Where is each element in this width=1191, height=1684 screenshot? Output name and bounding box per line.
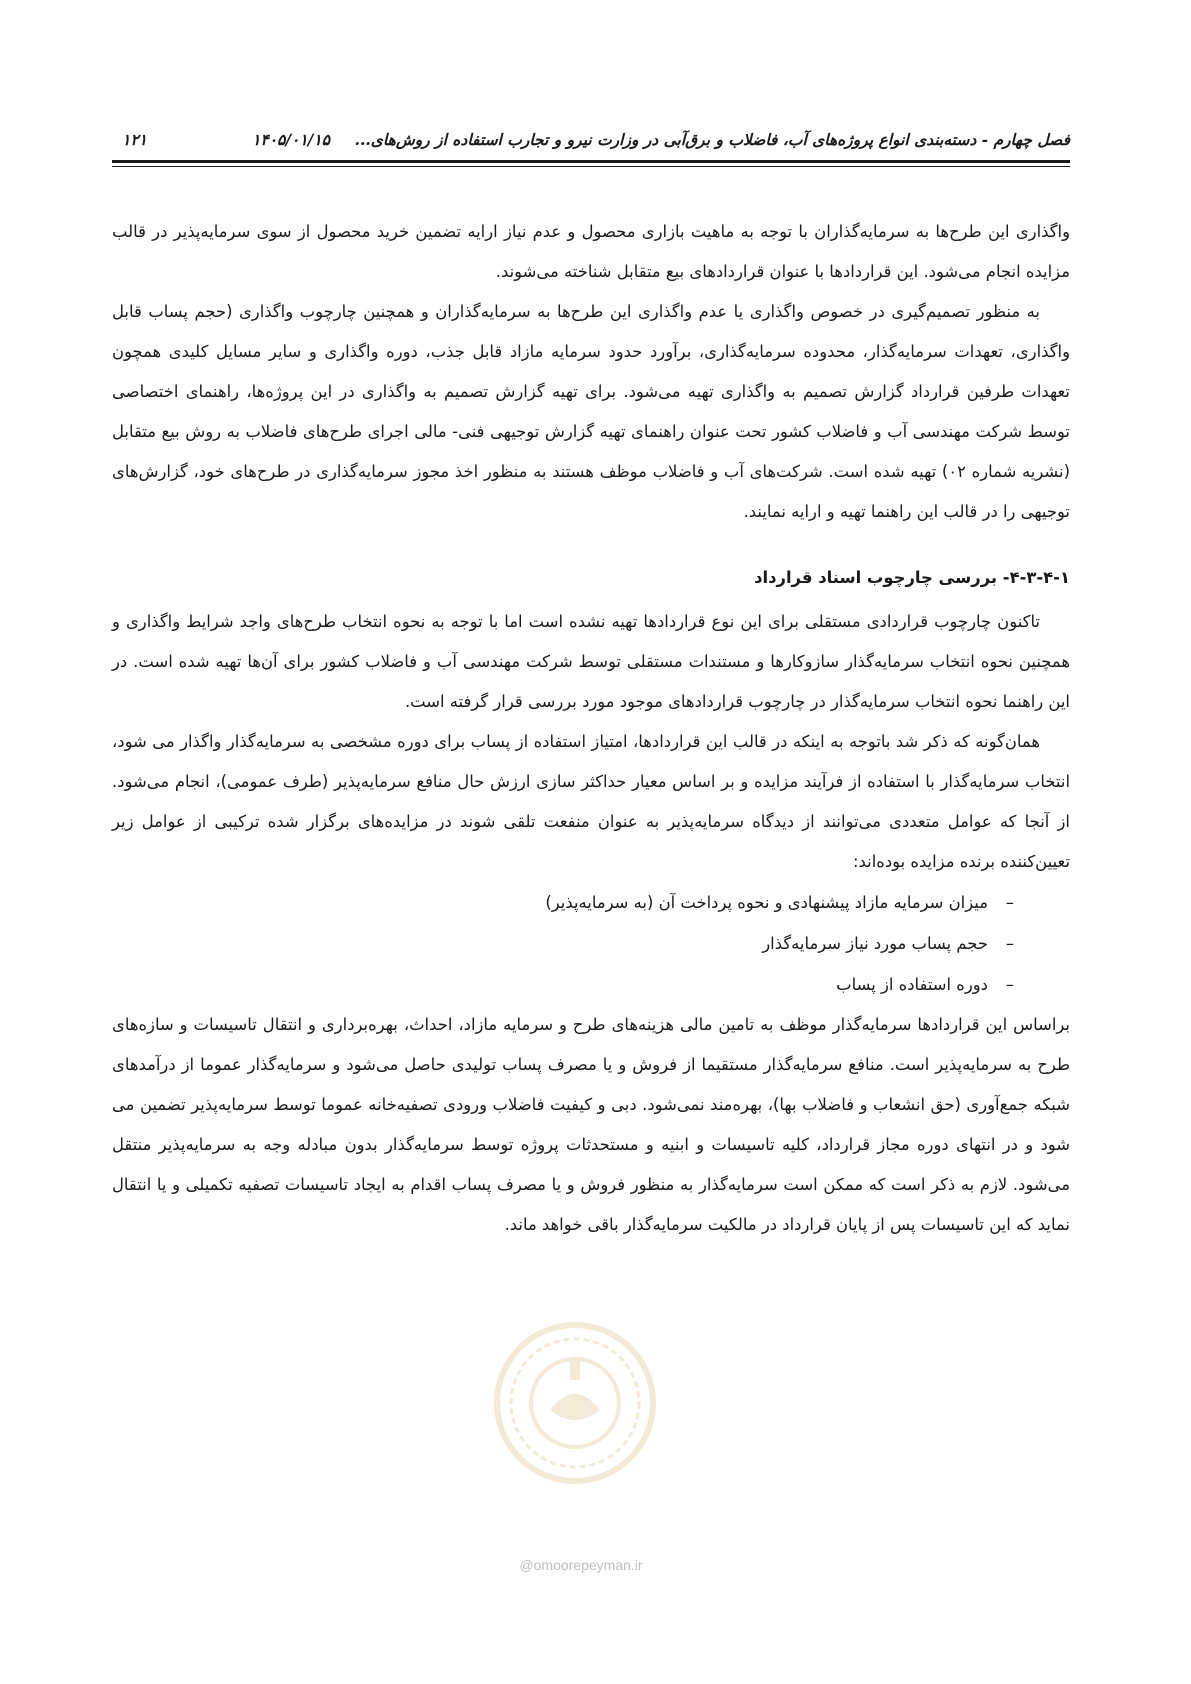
header-divider-thick	[112, 160, 1070, 163]
watermark-seal-icon	[490, 1318, 660, 1488]
list-item-text: دوره استفاده از پساب	[836, 975, 988, 994]
document-body	[112, 212, 1070, 1245]
watermark-url: @omoorepeyman.ir	[519, 1557, 643, 1573]
paragraph-4: همان‌گونه که ذکر شد باتوجه به اینکه در قالب این قراردادها، امتیاز استفاده از پساب برای دوره مشخصی به سرمایه‌گذار واگذار می شود، انتخاب سرمایه‌گذار با استفاده از فرآیند مزایده و بر اساس معیار حداکثر سازی ارزش حال منافع سرمایه‌پذیر (طرف عمومی)، انجام می‌شود. از آنجا که عوامل متعددی می‌توانند از دیدگاه سرمایه‌پذیر به عنوان منفعت تلقی شوند در مزایده‌های برگزار شده ترکیبی از عوامل زیر تعیین‌کننده برنده مزایده بوده‌اند:	[112, 732, 1070, 871]
list-item	[112, 923, 1014, 964]
page-number: ۱۲۱	[122, 130, 147, 149]
paragraph-2: به منظور تصمیم‌گیری در خصوص واگذاری یا عدم واگذاری این طرح‌ها به سرمایه‌گذاران و همچنین چارچوب واگذاری (حجم پساب قابل واگذاری، تعهدات سرمایه‌گذار، محدوده سرمایه‌گذاری، برآورد حدود سرمایه مازاد قابل جذب، دوره واگذاری و سایر مسایل کلیدی همچون تعهدات طرفین قرارداد گزارش تصمیم به واگذاری تهیه می‌شود. برای تهیه گزارش تصمیم به واگذاری در این پروژه‌ها، راهنمای اختصاصی توسط شرکت مهندسی آب و فاضلاب کشور تحت عنوان راهنمای تهیه گزارش توجیهی فنی- مالی اجرای طرح‌های فاضلاب به روش بیع متقابل (نشریه شماره ۰۲) تهیه شده است. شرکت‌های آب و فاضلاب موظف هستند به منظور اخذ مجوز سرمایه‌گذاری در طرح‌های خود، گزارش‌های توجیهی را در قالب این راهنما تهیه و ارایه نمایند.	[112, 302, 1070, 521]
chapter-title: فصل چهارم - دسته‌بندی انواع پروژه‌های آب، فاضلاب و برق‌آبی در وزارت نیرو و تجارب استفاده از روش‌های...	[354, 130, 1070, 149]
list-item-text: میزان سرمایه مازاد پیشنهادی و نحوه پرداخت آن (به سرمایه‌پذیر)	[545, 893, 988, 912]
paragraph-3: تاکنون چارچوب قراردادی مستقلی برای این نوع قراردادها تهیه نشده است اما با توجه به نحوه انتخاب طرح‌های واجد شرایط واگذاری و همچنین نحوه انتخاب سرمایه‌گذار سازوکارها و مستندات مستقلی توسط شرکت مهندسی آب و فاضلاب کشور برای آن‌ها تهیه شده است. در این راهنما نحوه انتخاب سرمایه‌گذار در چارچوب قراردادهای موجود مورد بررسی قرار گرفته است.	[112, 612, 1070, 711]
header-date: ۱۴۰۵/۰۱/۱۵	[252, 130, 330, 149]
dash-marker: –	[1005, 934, 1014, 953]
list-item	[112, 964, 1014, 1005]
section-heading: ۴-۳-۴-۱- بررسی چارچوب اسناد قرارداد	[754, 568, 1070, 587]
dash-marker: –	[1005, 893, 1014, 912]
page-header	[112, 124, 1070, 158]
bullet-list	[112, 882, 1070, 1005]
dash-marker: –	[1005, 975, 1014, 994]
list-item-text: حجم پساب مورد نیاز سرمایه‌گذار	[762, 934, 988, 953]
paragraph-5: براساس این قراردادها سرمایه‌گذار موظف به تامین مالی هزینه‌های طرح و سرمایه مازاد، احداث، بهره‌برداری و انتقال تاسیسات و سازه‌های طرح به سرمایه‌پذیر است. منافع سرمایه‌گذار مستقیما از فروش و یا مصرف پساب تولیدی حاصل می‌شود و سرمایه‌گذار عموما از درآمدهای شبکه جمع‌آوری (حق انشعاب و فاضلاب بها)، بهره‌مند نمی‌شود. دبی و کیفیت فاضلاب ورودی تصفیه‌خانه عموما توسط سرمایه‌پذیر تضمین می شود و در انتهای دوره مجاز قرارداد، کلیه تاسیسات و ابنیه و مستحدثات پروژه توسط سرمایه‌گذار بدون مبادله وجه به سرمایه‌پذیر منتقل می‌شود. لازم به ذکر است که ممکن است سرمایه‌گذار به منظور فروش و یا مصرف پساب اقدام به ایجاد تاسیسات تصفیه تکمیلی و یا انتقال نماید که این تاسیسات پس از پایان قرارداد در مالکیت سرمایه‌گذار باقی خواهد ماند.	[112, 1015, 1070, 1234]
list-item	[112, 882, 1014, 923]
paragraph-1: واگذاری این طرح‌ها به سرمایه‌گذاران با توجه به ماهیت بازاری محصول و عدم نیاز ارایه تضمین خرید محصول از سوی سرمایه‌پذیر در قالب مزایده انجام می‌شود. این قراردادها با عنوان قراردادهای بیع متقابل شناخته می‌شوند.	[112, 222, 1070, 281]
header-divider-thin	[112, 166, 1070, 167]
